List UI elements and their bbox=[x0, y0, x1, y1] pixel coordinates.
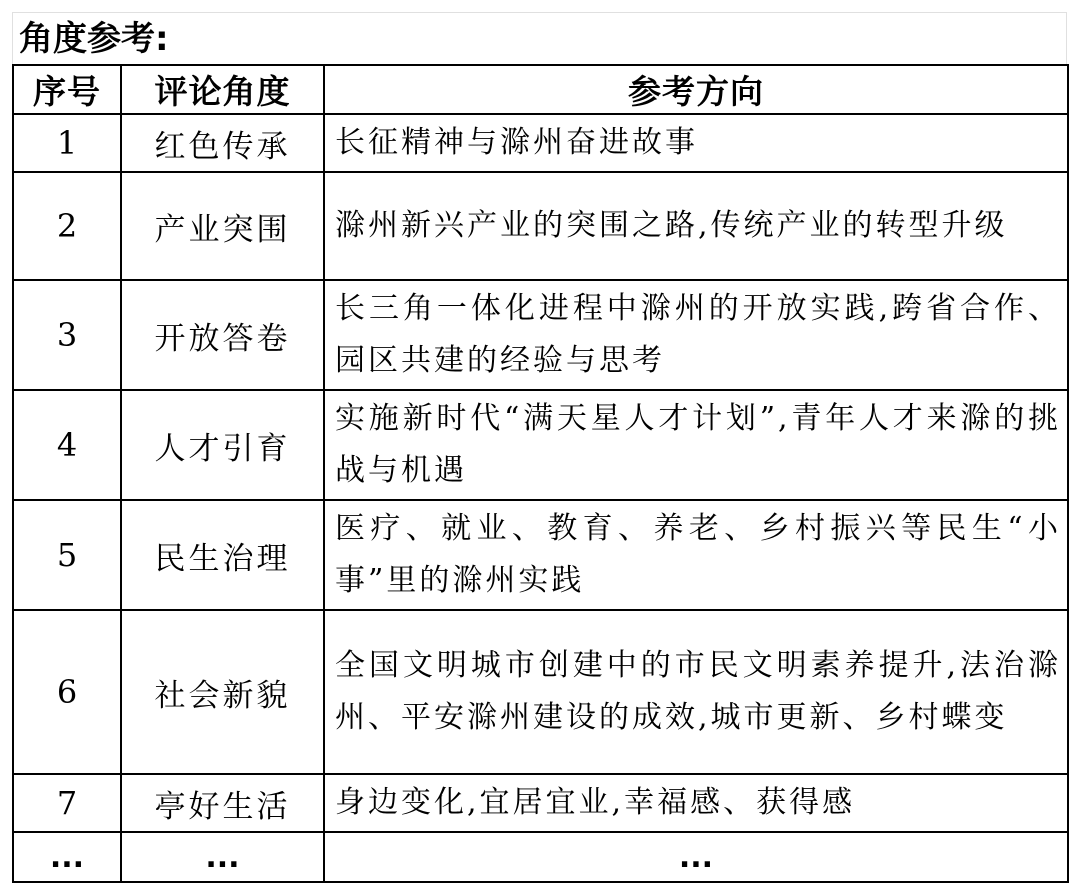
ellipsis-index: ... bbox=[13, 832, 121, 882]
table-row bbox=[13, 390, 1068, 500]
row-angle: 产业突围 bbox=[121, 172, 324, 280]
row-direction: 全国文明城市创建中的市民文明素养提升,法治滁州、平安滁州建设的成效,城市更新、乡村蝶变 bbox=[324, 610, 1068, 774]
row-direction: 滁州新兴产业的突围之路,传统产业的转型升级 bbox=[324, 172, 1068, 280]
row-direction: 身边变化,宜居宜业,幸福感、获得感 bbox=[324, 774, 1068, 832]
row-index: 6 bbox=[13, 610, 121, 774]
ellipsis-direction: ... bbox=[324, 832, 1068, 882]
row-direction: 医疗、就业、教育、养老、乡村振兴等民生“小事”里的滁州实践 bbox=[324, 500, 1068, 610]
sheet-caption: 角度参考: bbox=[12, 12, 1067, 64]
header-index: 序号 bbox=[13, 65, 121, 114]
row-index: 2 bbox=[13, 172, 121, 280]
row-angle: 人才引育 bbox=[121, 390, 324, 500]
row-direction: 实施新时代“满天星人才计划”,青年人才来滁的挑战与机遇 bbox=[324, 390, 1068, 500]
row-angle: 亭好生活 bbox=[121, 774, 324, 832]
header-angle: 评论角度 bbox=[121, 65, 324, 114]
row-angle: 开放答卷 bbox=[121, 280, 324, 390]
reference-sheet bbox=[12, 12, 1067, 883]
table-row bbox=[13, 172, 1068, 280]
row-index: 7 bbox=[13, 774, 121, 832]
row-angle: 社会新貌 bbox=[121, 610, 324, 774]
table-row bbox=[13, 114, 1068, 172]
row-index: 5 bbox=[13, 500, 121, 610]
header-row bbox=[13, 65, 1068, 114]
header-direction: 参考方向 bbox=[324, 65, 1068, 114]
row-index: 4 bbox=[13, 390, 121, 500]
table-row bbox=[13, 774, 1068, 832]
row-angle: 民生治理 bbox=[121, 500, 324, 610]
row-index: 1 bbox=[13, 114, 121, 172]
table-row bbox=[13, 610, 1068, 774]
ellipsis-row bbox=[13, 832, 1068, 882]
reference-table bbox=[12, 64, 1069, 883]
row-direction: 长征精神与滁州奋进故事 bbox=[324, 114, 1068, 172]
ellipsis-angle: ... bbox=[121, 832, 324, 882]
table-row bbox=[13, 500, 1068, 610]
table-row bbox=[13, 280, 1068, 390]
row-index: 3 bbox=[13, 280, 121, 390]
row-direction: 长三角一体化进程中滁州的开放实践,跨省合作、园区共建的经验与思考 bbox=[324, 280, 1068, 390]
row-angle: 红色传承 bbox=[121, 114, 324, 172]
